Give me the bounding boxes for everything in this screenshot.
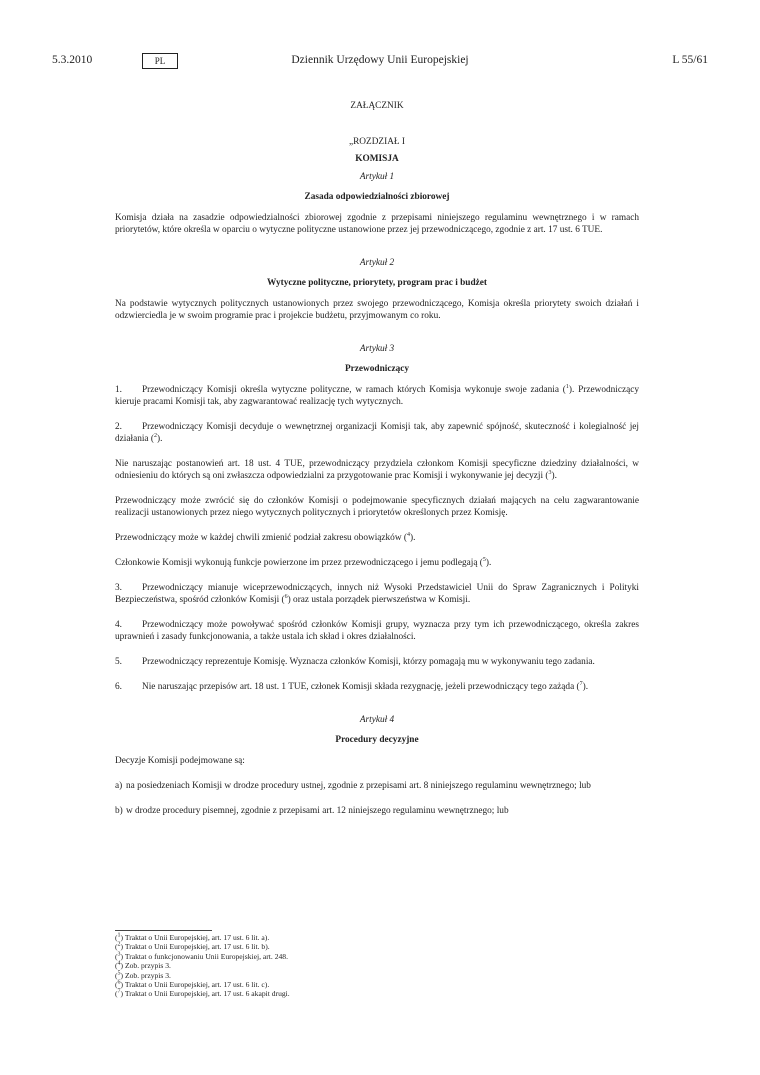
article-3-title: Przewodniczący <box>344 364 410 374</box>
footnote-ref[interactable]: 3 <box>548 469 552 476</box>
article-2-label: Artykuł 2 <box>359 258 395 268</box>
list-item-b: b) w drodze procedury pisemnej, zgodnie z przepisami art. 12 niniejszego regulaminu wewnętrznego; lub <box>115 806 509 816</box>
article-4-title: Procedury decyzyjne <box>335 735 419 745</box>
footnote-ref[interactable]: 1 <box>565 383 569 390</box>
document-body <box>115 100 639 817</box>
footnote-ref[interactable]: 2 <box>153 432 157 439</box>
annex-title: ZAŁĄCZNIK <box>350 101 404 111</box>
chapter-title: KOMISJA <box>355 154 399 164</box>
article-3-paragraph-1: 1. Przewodniczący Komisji określa wytyczne polityczne, w ramach których Komisja wykonuje swoje zadania ($^1$). Przewodniczący kieruje pracami Komisji tak, aby zagwarantować realizację tych wytycznych. <box>115 383 639 407</box>
article-3-paragraph-7: 3. Przewodniczący mianuje wiceprzewodniczących, innych niż Wysoki Przedstawiciel Unii do Spraw Zagranicznych i Polityki Bezpieczeństwa, spośród członków Komisji ($^6$) oraz ustala porządek pierwszeństwa w Komisji. <box>115 583 639 605</box>
article-3-label: Artykuł 3 <box>359 344 395 354</box>
article-3-paragraph-4: Przewodniczący może zwrócić się do członków Komisji o podejmowanie specyficznych działań mających na celu zagwarantowanie realizacji ustanowionych przez niego wytycznych politycznych i priorytetów określonych przez Komisję. <box>115 496 639 518</box>
footnote: ($^4$) Zob. przypis 3. <box>115 960 171 971</box>
article-3-paragraph-9: 5. Przewodniczący reprezentuje Komisję. Wyznacza członków Komisji, którzy pomagają mu w wykonywaniu tego zadania. <box>115 657 595 667</box>
article-1-text: Komisja działa na zasadzie odpowiedzialności zbiorowej zgodnie z przepisami niniejszego regulaminu wewnętrznego i w ramach priorytetów, które określa w oparciu o wytyczne polityczne ustanowione przez jej przewodniczącego, zgodnie z art. 17 ust. 6 TUE. <box>115 213 639 235</box>
footnote: ($^1$) Traktat o Unii Europejskiej, art. 17 ust. 6 lit. a). <box>115 932 270 942</box>
article-2-title: Wytyczne polityczne, priorytety, program prac i budżet <box>267 278 487 288</box>
journal-title: Dziennik Urzędowy Unii Europejskiej <box>291 54 469 66</box>
footnote: ($^2$) Traktat o Unii Europejskiej, art. 17 ust. 6 lit. b). <box>115 941 270 952</box>
footnote: ($^6$) Traktat o Unii Europejskiej, art. 17 ust. 6 lit. c). <box>115 979 270 990</box>
footnotes <box>115 933 639 999</box>
article-1-label: Artykuł 1 <box>359 172 395 182</box>
article-3-paragraph-2: 2. Przewodniczący Komisji decyduje o wewnętrznej organizacji Komisji tak, aby zapewnić spójność, skuteczność i kolegialność jej działania ($^2$). <box>115 422 639 444</box>
article-4-intro: Decyzje Komisji podejmowane są: <box>115 756 245 766</box>
footnote: ($^5$) Zob. przypis 3. <box>115 970 171 980</box>
article-3-paragraph-5: Przewodniczący może w każdej chwili zmienić podział zakresu obowiązków ($^4$). <box>115 531 416 543</box>
page-header <box>52 54 708 70</box>
article-3-paragraph-8: 4. Przewodniczący może powoływać spośród członków Komisji grupy, wyznacza przy tym ich przewodniczącego, określa zakres uprawnień i zasady funkcjonowania, a także ustala ich skład i okres działalności. <box>115 620 639 642</box>
article-3-paragraph-10: 6. Nie naruszając przepisów art. 18 ust. 1 TUE, członek Komisji składa rezygnację, jeżeli przewodniczący tego zażąda ($^7$). <box>115 680 589 692</box>
footnote-ref[interactable]: 7 <box>579 680 583 687</box>
footnote: ($^3$) Traktat o funkcjonowaniu Unii Europejskiej, art. 248. <box>115 951 288 961</box>
chapter-label: „ROZDZIAŁ I <box>348 137 406 147</box>
list-item-a: a) na posiedzeniach Komisji w drodze procedury ustnej, zgodnie z przepisami art. 8 niniejszego regulaminu wewnętrznego; lub <box>115 781 591 791</box>
article-3-paragraph-3: Nie naruszając postanowień art. 18 ust. 4 TUE, przewodniczący przydziela członkom Komisji specyficzne dziedziny działalności, w odniesieniu do których są oni zwłaszcza odpowiedzialni za przygotowanie prac Komisji i wykonywanie jej decyzji ($^3$). <box>115 459 639 481</box>
footnote-ref[interactable]: 5 <box>482 556 486 563</box>
language-badge: PL <box>142 53 178 69</box>
footnote-ref[interactable]: 4 <box>406 531 410 538</box>
publication-date: 5.3.2010 <box>52 54 93 66</box>
page-number: L 55/61 <box>672 54 708 66</box>
footnote: ($^7$) Traktat o Unii Europejskiej, art. 17 ust. 6 akapit drugi. <box>115 988 290 999</box>
footnote-ref[interactable]: 6 <box>284 593 288 600</box>
footnote-divider <box>115 930 212 931</box>
article-3-paragraph-6: Członkowie Komisji wykonują funkcje powierzone im przez przewodniczącego i jemu podlegają ($^5$). <box>115 556 492 568</box>
article-2-text: Na podstawie wytycznych politycznych ustanowionych przez swojego przewodniczącego, Komisja określa priorytety swoich działań i odzwierciedla je w swoim programie prac i projekcie budżetu, przyjmowanym co roku. <box>115 299 639 321</box>
article-1-title: Zasada odpowiedzialności zbiorowej <box>304 192 450 202</box>
article-4-label: Artykuł 4 <box>359 715 395 725</box>
